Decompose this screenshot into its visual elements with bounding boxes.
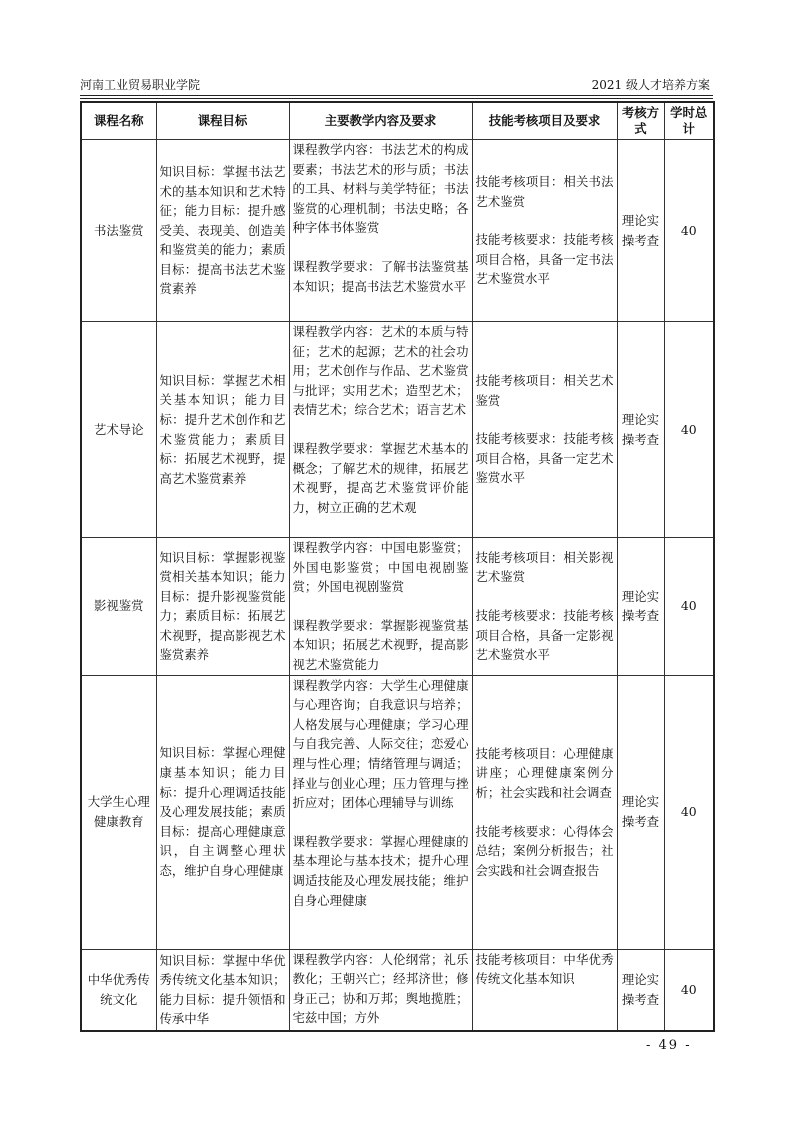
total-hours-cell: 40 <box>664 140 714 322</box>
col-header-skill-assessment: 技能考核项目及要求 <box>472 102 617 140</box>
col-header-assessment-method: 考核方式 <box>617 102 664 140</box>
course-goal-cell: 知识目标：掌握中华优秀传统文化基本知识；能力目标：提升领悟和传承中华 <box>156 949 289 1031</box>
teaching-content-cell <box>289 140 472 322</box>
assessment-method-cell: 理论实操考查 <box>617 675 664 949</box>
teaching-requirement-text: 课程教学要求：了解书法鉴赏基本知识；提高书法艺术鉴赏水平 <box>292 258 469 294</box>
teaching-content-text: 课程教学内容：大学生心理健康与心理咨询；自我意识与培养；人格发展与心理健康；学习心理与自我完善、人际交往；恋爱心理与性心理；情绪管理与调适；择业与创业心理；压力管理与挫折应对；团体心理辅导与训练 <box>292 677 469 811</box>
teaching-requirement-text: 课程教学要求：掌握心理健康的基本理论与基本技术；提升心理调适技能及心理发展技能；维护自身心理健康 <box>292 833 469 908</box>
teaching-content-text: 课程教学内容：中国电影鉴赏；外国电影鉴赏；中国电视剧鉴赏；外国电视剧鉴赏 <box>292 540 469 595</box>
table-row <box>81 675 714 949</box>
course-name-cell: 书法鉴赏 <box>81 140 156 322</box>
skill-requirement-text: 技能考核要求：心得体会总结；案例分析报告；社会实践和社会调查报告 <box>475 823 614 878</box>
skill-assessment-cell <box>472 322 617 538</box>
course-name-cell: 大学生心理健康教育 <box>81 675 156 949</box>
teaching-content-cell <box>289 675 472 949</box>
assessment-method-cell: 理论实操考查 <box>617 949 664 1031</box>
skill-assessment-cell <box>472 675 617 949</box>
total-hours-cell: 40 <box>664 322 714 538</box>
skill-item-text: 技能考核项目：相关书法艺术鉴赏 <box>475 174 614 209</box>
total-hours-cell: 40 <box>664 949 714 1031</box>
teaching-content-cell <box>289 949 472 1031</box>
total-hours-cell: 40 <box>664 675 714 949</box>
header-program-title: 2021 级人才培养方案 <box>591 78 710 92</box>
skill-assessment-cell <box>472 538 617 676</box>
course-goal-cell: 知识目标：掌握心理健康基本知识；能力目标：提升心理调适技能及心理发展技能；素质目标：提高心理健康意识，自主调整心理状态，维护自身心理健康 <box>156 675 289 949</box>
table-header-row <box>81 102 714 140</box>
course-goal-cell: 知识目标：掌握艺术相关基本知识；能力目标：提升艺术创作和艺术鉴赏能力；素质目标：拓展艺术视野，提高艺术鉴赏素养 <box>156 322 289 538</box>
teaching-content-cell <box>289 322 472 538</box>
skill-requirement-text: 技能考核要求：技能考核项目合格，具备一定艺术鉴赏水平 <box>475 431 614 486</box>
table-row <box>81 140 714 322</box>
teaching-content-cell <box>289 538 472 676</box>
assessment-method-cell: 理论实操考查 <box>617 322 664 538</box>
page-number: - 49 - <box>646 1038 692 1053</box>
assessment-method-cell: 理论实操考查 <box>617 538 664 676</box>
skill-requirement-text: 技能考核要求：技能考核项目合格，具备一定书法艺术鉴赏水平 <box>475 232 614 287</box>
table-row <box>81 322 714 538</box>
teaching-content-text: 课程教学内容：人伦纲常；礼乐教化；王朝兴亡；经邦济世；修身正己；协和万邦；舆地揽胜；宅兹中国；方外 <box>292 951 469 1026</box>
teaching-content-text: 课程教学内容：艺术的本质与特征；艺术的起源；艺术的社会功用；艺术创作与作品、艺术鉴赏与批评；实用艺术；造型艺术；表情艺术；综合艺术；语言艺术 <box>292 324 469 418</box>
skill-item-text: 技能考核项目：中华优秀传统文化基本知识 <box>475 951 614 987</box>
skill-assessment-cell <box>472 140 617 322</box>
skill-requirement-text: 技能考核要求：技能考核项目合格，具备一定影视艺术鉴赏水平 <box>475 607 614 663</box>
skill-item-text: 技能考核项目：相关艺术鉴赏 <box>475 373 614 408</box>
course-goal-cell: 知识目标：掌握影视鉴赏相关基本知识；能力目标：提升影视鉴赏能力；素质目标：拓展艺术视野，提高影视艺术鉴赏素养 <box>156 538 289 676</box>
curriculum-table <box>80 101 715 1032</box>
teaching-requirement-text: 课程教学要求：掌握影视鉴赏基本知识；拓展艺术视野，提高影视艺术鉴赏能力 <box>292 617 469 672</box>
skill-item-text: 技能考核项目：相关影视艺术鉴赏 <box>475 549 614 585</box>
course-goal-cell: 知识目标：掌握书法艺术的基本知识和艺术特征；能力目标：提升感受美、表现美、创造美和鉴赏美的能力；素质目标：提高书法艺术鉴赏素养 <box>156 140 289 322</box>
course-name-cell: 艺术导论 <box>81 322 156 538</box>
course-name-cell: 影视鉴赏 <box>81 538 156 676</box>
assessment-method-cell: 理论实操考查 <box>617 140 664 322</box>
header-school-name: 河南工业贸易职业学院 <box>80 78 201 92</box>
table-row <box>81 949 714 1031</box>
total-hours-cell: 40 <box>664 538 714 676</box>
teaching-requirement-text: 课程教学要求：掌握艺术基本的概念；了解艺术的规律，拓展艺术视野，提高艺术鉴赏评价能力，树立正确的艺术观 <box>292 440 469 515</box>
header-divider <box>80 95 713 96</box>
skill-item-text: 技能考核项目：心理健康讲座；心理健康案例分析；社会实践和社会调查 <box>475 745 614 800</box>
col-header-course-name: 课程名称 <box>81 102 156 140</box>
col-header-total-hours: 学时总计 <box>664 102 714 140</box>
header-divider-secondary <box>80 98 713 99</box>
teaching-content-text: 课程教学内容：书法艺术的构成要素；书法艺术的形与质；书法的工具、材料与美学特征；书法鉴赏的心理机制；书法史略；各种字体书体鉴赏 <box>292 142 469 236</box>
skill-assessment-cell <box>472 949 617 1031</box>
col-header-course-goal: 课程目标 <box>156 102 289 140</box>
col-header-teaching-content: 主要教学内容及要求 <box>289 102 472 140</box>
table-row <box>81 538 714 676</box>
course-name-cell: 中华优秀传统文化 <box>81 949 156 1031</box>
